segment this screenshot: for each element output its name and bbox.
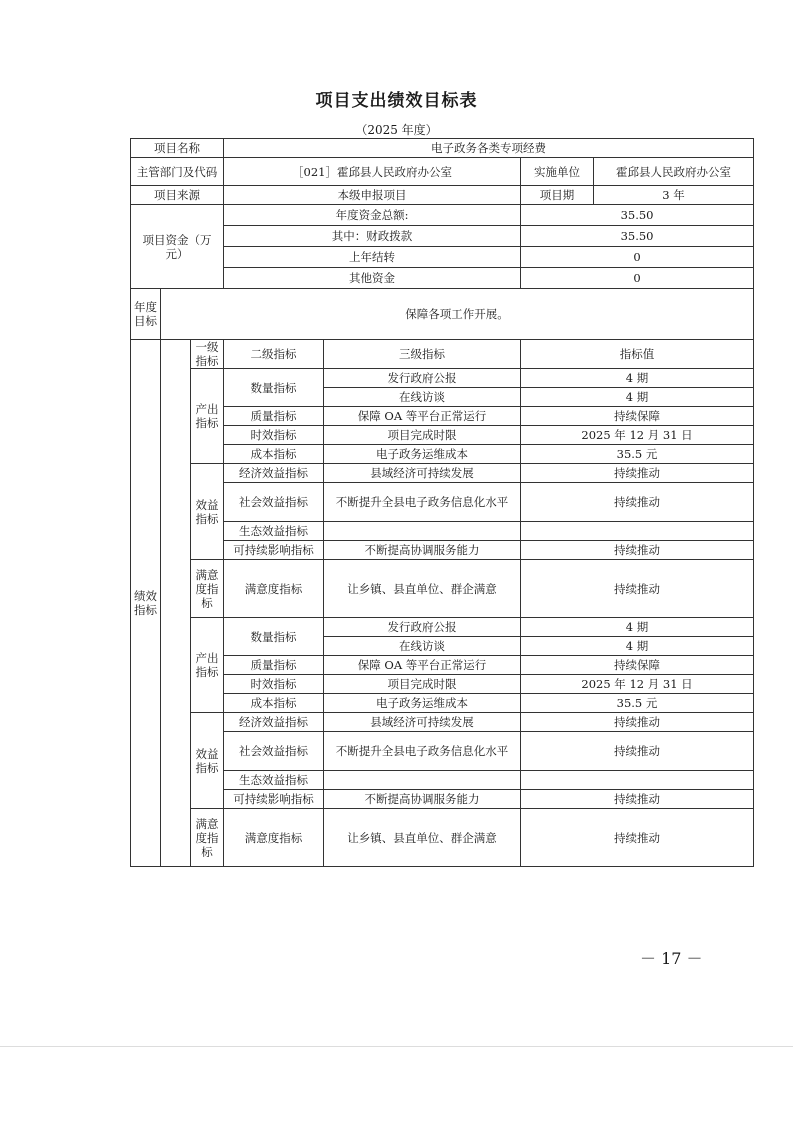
output-indicator-label: 产出指标 [191, 369, 224, 464]
value-satisfaction: 持续推动 [521, 560, 754, 618]
output-indicator-label: 产出指标 [191, 618, 224, 713]
funds-fiscal-value: 35.50 [521, 226, 754, 247]
header-level1: 一级指标 [191, 340, 224, 369]
cost-indicator: 成本指标 [224, 694, 324, 713]
satisfaction-indicator-label: 满意度指标 [191, 560, 224, 618]
value-interview: 4 期 [521, 637, 754, 656]
target-oa: 保障 OA 等平台正常运行 [324, 656, 521, 675]
satisfaction-indicator: 满意度指标 [224, 560, 324, 618]
indicators-label: 绩效指标 [131, 340, 161, 867]
target-cost: 电子政务运维成本 [324, 694, 521, 713]
social-indicator: 社会效益指标 [224, 732, 324, 771]
value-oa: 持续保障 [521, 407, 754, 426]
value-sustainable: 持续推动 [521, 541, 754, 560]
funds-carryover-value: 0 [521, 247, 754, 268]
funds-other-label: 其他资金 [224, 268, 521, 289]
funds-fiscal-label: 其中：财政拨款 [224, 226, 521, 247]
satisfaction-indicator: 满意度指标 [224, 809, 324, 867]
target-cost: 电子政务运维成本 [324, 445, 521, 464]
target-interview: 在线访谈 [324, 637, 521, 656]
economic-indicator: 经济效益指标 [224, 713, 324, 732]
target-satisfaction: 让乡镇、县直单位、群企满意 [324, 809, 521, 867]
target-sustainable: 不断提高协调服务能力 [324, 541, 521, 560]
impl-value: 霍邱县人民政府办公室 [594, 158, 754, 186]
value-oa: 持续保障 [521, 656, 754, 675]
target-gazette: 发行政府公报 [324, 618, 521, 637]
bottom-divider [0, 1046, 793, 1047]
target-social: 不断提升全县电子政务信息化水平 [324, 483, 521, 522]
source-label: 项目来源 [131, 186, 224, 205]
value-sustainable: 持续推动 [521, 790, 754, 809]
value-social: 持续推动 [521, 483, 754, 522]
quantity-indicator: 数量指标 [224, 618, 324, 656]
funds-other-value: 0 [521, 268, 754, 289]
quality-indicator: 质量指标 [224, 407, 324, 426]
social-indicator: 社会效益指标 [224, 483, 324, 522]
page-subtitle: （2025 年度） [355, 123, 438, 137]
cost-indicator: 成本指标 [224, 445, 324, 464]
target-complete: 项目完成时限 [324, 426, 521, 445]
dept-value: ［021］霍邱县人民政府办公室 [224, 158, 521, 186]
value-gazette: 4 期 [521, 618, 754, 637]
value-gazette: 4 期 [521, 369, 754, 388]
value-interview: 4 期 [521, 388, 754, 407]
funds-carryover-label: 上年结转 [224, 247, 521, 268]
funds-total-value: 35.50 [521, 205, 754, 226]
value-complete: 2025 年 12 月 31 日 [521, 675, 754, 694]
economic-indicator: 经济效益指标 [224, 464, 324, 483]
target-interview: 在线访谈 [324, 388, 521, 407]
performance-target-table [130, 138, 754, 867]
sustainable-indicator: 可持续影响指标 [224, 541, 324, 560]
value-satisfaction: 持续推动 [521, 809, 754, 867]
annual-goal-text: 保障各项工作开展。 [161, 289, 754, 340]
funds-total-label: 年度资金总额: [224, 205, 521, 226]
period-label: 项目期 [521, 186, 594, 205]
impl-label: 实施单位 [521, 158, 594, 186]
target-oa: 保障 OA 等平台正常运行 [324, 407, 521, 426]
ecological-indicator: 生态效益指标 [224, 771, 324, 790]
value-complete: 2025 年 12 月 31 日 [521, 426, 754, 445]
target-satisfaction: 让乡镇、县直单位、群企满意 [324, 560, 521, 618]
funds-label: 项目资金（万元） [131, 205, 224, 289]
source-value: 本级申报项目 [224, 186, 521, 205]
project-name-value: 电子政务各类专项经费 [224, 139, 754, 158]
target-social: 不断提升全县电子政务信息化水平 [324, 732, 521, 771]
page-number: － 17 － [640, 949, 703, 968]
period-value: 3 年 [594, 186, 754, 205]
benefit-indicator-label: 效益指标 [191, 713, 224, 809]
target-sustainable: 不断提高协调服务能力 [324, 790, 521, 809]
value-economic: 持续推动 [521, 713, 754, 732]
sustainable-indicator: 可持续影响指标 [224, 790, 324, 809]
quantity-indicator: 数量指标 [224, 369, 324, 407]
ecological-indicator: 生态效益指标 [224, 522, 324, 541]
project-name-label: 项目名称 [131, 139, 224, 158]
value-cost: 35.5 元 [521, 694, 754, 713]
satisfaction-indicator-label: 满意度指标 [191, 809, 224, 867]
page-title: 项目支出绩效目标表 [315, 91, 478, 111]
target-complete: 项目完成时限 [324, 675, 521, 694]
header-level2: 二级指标 [224, 340, 324, 369]
value-social: 持续推动 [521, 732, 754, 771]
benefit-indicator-label: 效益指标 [191, 464, 224, 560]
header-value: 指标值 [521, 340, 754, 369]
timeliness-indicator: 时效指标 [224, 675, 324, 694]
dept-label: 主管部门及代码 [131, 158, 224, 186]
target-gazette: 发行政府公报 [324, 369, 521, 388]
annual-goal-label: 年度目标 [131, 289, 161, 340]
target-economic: 县域经济可持续发展 [324, 464, 521, 483]
value-economic: 持续推动 [521, 464, 754, 483]
target-economic: 县域经济可持续发展 [324, 713, 521, 732]
quality-indicator: 质量指标 [224, 656, 324, 675]
value-cost: 35.5 元 [521, 445, 754, 464]
timeliness-indicator: 时效指标 [224, 426, 324, 445]
header-level3: 三级指标 [324, 340, 521, 369]
